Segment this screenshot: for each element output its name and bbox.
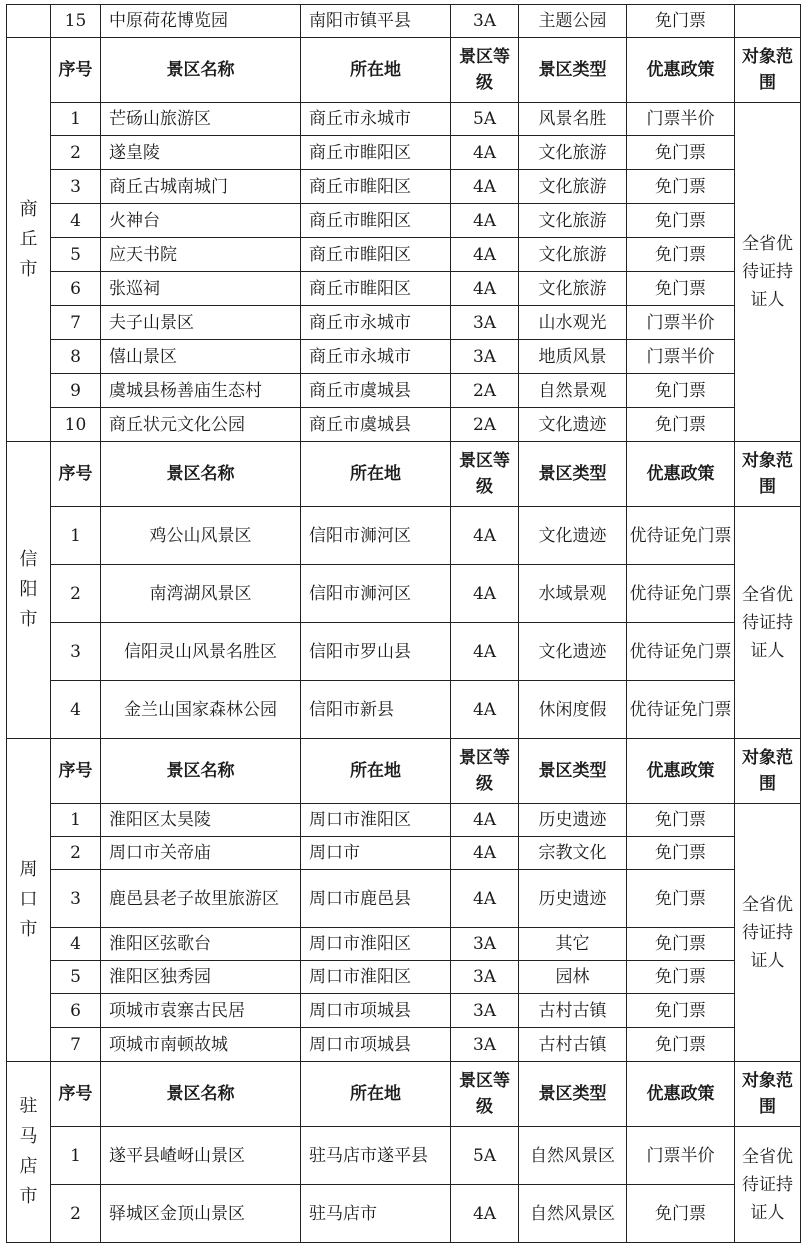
spot-policy: 免门票 [627,136,735,170]
spot-policy: 优待证免门票 [627,565,735,623]
row-number: 4 [51,681,101,739]
spot-name: 金兰山国家森林公园 [101,681,301,739]
table-row [7,681,801,739]
scenic-spot-table [6,4,801,1243]
header-location: 所在地 [301,1062,451,1127]
spot-name: 南湾湖风景区 [101,565,301,623]
spot-location: 商丘市永城市 [301,340,451,374]
row-number: 1 [51,507,101,565]
header-name: 景区名称 [101,38,301,103]
spot-level: 3A [451,340,519,374]
spot-level: 4A [451,1185,519,1243]
spot-type: 宗教文化 [519,837,627,870]
spot-location: 周口市淮阳区 [301,804,451,837]
scope-cell-empty [735,5,801,38]
header-location: 所在地 [301,442,451,507]
spot-policy: 免门票 [627,374,735,408]
table-row [7,961,801,994]
spot-level: 3A [451,994,519,1028]
row-number: 1 [51,804,101,837]
spot-policy: 优待证免门票 [627,681,735,739]
spot-name: 项城市南顿故城 [101,1028,301,1062]
spot-location: 商丘市虞城县 [301,374,451,408]
spot-name: 商丘古城南城门 [101,170,301,204]
spot-level: 4A [451,272,519,306]
row-number: 3 [51,623,101,681]
row-number: 1 [51,1127,101,1185]
spot-location: 商丘市永城市 [301,103,451,136]
spot-location: 商丘市虞城县 [301,408,451,442]
spot-level: 2A [451,374,519,408]
section-header-row [7,38,801,103]
row-number: 9 [51,374,101,408]
table-row [7,565,801,623]
spot-level: 4A [451,565,519,623]
spot-level: 3A [451,928,519,961]
spot-type: 自然景观 [519,374,627,408]
spot-location: 驻马店市遂平县 [301,1127,451,1185]
spot-name: 信阳灵山风景名胜区 [101,623,301,681]
spot-name: 驿城区金顶山景区 [101,1185,301,1243]
header-type: 景区类型 [519,442,627,507]
spot-name: 商丘状元文化公园 [101,408,301,442]
spot-name: 虞城县杨善庙生态村 [101,374,301,408]
spot-location: 周口市鹿邑县 [301,870,451,928]
table-row [7,837,801,870]
table-row [7,1127,801,1185]
row-number: 1 [51,103,101,136]
spot-location: 商丘市睢阳区 [301,204,451,238]
spot-type: 文化旅游 [519,136,627,170]
spot-location: 信阳市新县 [301,681,451,739]
header-no: 序号 [51,739,101,804]
header-scope: 对象范围 [735,1062,801,1127]
spot-location: 周口市 [301,837,451,870]
spot-policy: 免门票 [627,837,735,870]
spot-location: 周口市项城县 [301,1028,451,1062]
spot-policy: 门票半价 [627,103,735,136]
spot-level: 4A [451,870,519,928]
spot-level: 5A [451,103,519,136]
spot-location: 商丘市睢阳区 [301,136,451,170]
spot-policy: 免门票 [627,961,735,994]
row-number: 5 [51,238,101,272]
spot-name: 遂皇陵 [101,136,301,170]
city-cell [7,1062,51,1243]
spot-policy: 免门票 [627,1185,735,1243]
spot-policy: 免门票 [627,5,735,38]
spot-policy: 免门票 [627,238,735,272]
spot-type: 文化遗迹 [519,408,627,442]
spot-level: 5A [451,1127,519,1185]
spot-policy: 门票半价 [627,340,735,374]
spot-name: 鸡公山风景区 [101,507,301,565]
table-row [7,994,801,1028]
table-body [7,5,801,1243]
spot-level: 3A [451,961,519,994]
row-number: 2 [51,565,101,623]
section-header-row [7,1062,801,1127]
header-name: 景区名称 [101,442,301,507]
spot-policy: 免门票 [627,928,735,961]
spot-type: 其它 [519,928,627,961]
spot-name: 淮阳区独秀园 [101,961,301,994]
spot-policy: 免门票 [627,272,735,306]
city-cell [7,739,51,1062]
table-row [7,306,801,340]
spot-type: 文化遗迹 [519,507,627,565]
spot-type: 园林 [519,961,627,994]
spot-location: 信阳市罗山县 [301,623,451,681]
row-number: 4 [51,928,101,961]
spot-location: 周口市淮阳区 [301,961,451,994]
spot-name: 芒砀山旅游区 [101,103,301,136]
spot-type: 历史遗迹 [519,870,627,928]
header-location: 所在地 [301,38,451,103]
header-level: 景区等级 [451,38,519,103]
spot-name: 周口市关帝庙 [101,837,301,870]
header-name: 景区名称 [101,1062,301,1127]
city-name: 驻马店市 [19,1096,38,1207]
city-name: 商丘市 [19,198,38,280]
spot-policy: 免门票 [627,170,735,204]
spot-type: 水域景观 [519,565,627,623]
header-level: 景区等级 [451,442,519,507]
spot-location: 周口市淮阳区 [301,928,451,961]
table-row [7,136,801,170]
row-number: 2 [51,136,101,170]
city-cell [7,38,51,442]
table-row [7,1185,801,1243]
section-header-row [7,739,801,804]
spot-name: 僖山景区 [101,340,301,374]
spot-level: 4A [451,204,519,238]
header-level: 景区等级 [451,739,519,804]
table-row [7,170,801,204]
spot-level: 2A [451,408,519,442]
spot-type: 主题公园 [519,5,627,38]
row-number: 6 [51,272,101,306]
spot-type: 文化旅游 [519,272,627,306]
header-no: 序号 [51,38,101,103]
table-row [7,507,801,565]
spot-policy: 免门票 [627,994,735,1028]
spot-type: 文化旅游 [519,204,627,238]
table-row-nanyang-15 [7,5,801,38]
header-location: 所在地 [301,739,451,804]
scope-cell: 全省优待证持证人 [735,1127,801,1243]
spot-name: 张巡祠 [101,272,301,306]
spot-location: 商丘市睢阳区 [301,238,451,272]
header-type: 景区类型 [519,1062,627,1127]
row-number: 10 [51,408,101,442]
header-policy: 优惠政策 [627,442,735,507]
header-type: 景区类型 [519,38,627,103]
scope-cell: 全省优待证持证人 [735,804,801,1062]
table-row [7,374,801,408]
spot-name: 遂平县嵖岈山景区 [101,1127,301,1185]
spot-policy: 免门票 [627,804,735,837]
spot-location: 信阳市浉河区 [301,565,451,623]
header-scope: 对象范围 [735,38,801,103]
spot-level: 3A [451,1028,519,1062]
spot-level: 4A [451,623,519,681]
header-type: 景区类型 [519,739,627,804]
scope-cell: 全省优待证持证人 [735,507,801,739]
scope-cell: 全省优待证持证人 [735,103,801,442]
spot-level: 3A [451,306,519,340]
header-no: 序号 [51,1062,101,1127]
spot-level: 4A [451,170,519,204]
city-cell-empty [7,5,51,38]
spot-name: 鹿邑县老子故里旅游区 [101,870,301,928]
spot-level: 4A [451,837,519,870]
row-number: 2 [51,837,101,870]
spot-level: 4A [451,804,519,837]
city-name: 周口市 [19,859,38,940]
spot-type: 地质风景 [519,340,627,374]
spot-policy: 门票半价 [627,1127,735,1185]
section-header-row [7,442,801,507]
spot-name: 火神台 [101,204,301,238]
table-row [7,623,801,681]
row-number: 5 [51,961,101,994]
spot-type: 自然风景区 [519,1127,627,1185]
spot-location: 南阳市镇平县 [301,5,451,38]
spot-policy: 免门票 [627,408,735,442]
spot-policy: 优待证免门票 [627,507,735,565]
spot-name: 夫子山景区 [101,306,301,340]
spot-type: 休闲度假 [519,681,627,739]
spot-policy: 免门票 [627,1028,735,1062]
spot-name: 淮阳区弦歌台 [101,928,301,961]
spot-type: 文化遗迹 [519,623,627,681]
table-row [7,103,801,136]
header-name: 景区名称 [101,739,301,804]
city-name: 信阳市 [19,549,38,630]
spot-location: 商丘市永城市 [301,306,451,340]
spot-policy: 免门票 [627,204,735,238]
spot-type: 自然风景区 [519,1185,627,1243]
table-row [7,928,801,961]
table-row [7,340,801,374]
spot-location: 周口市项城县 [301,994,451,1028]
header-level: 景区等级 [451,1062,519,1127]
header-policy: 优惠政策 [627,38,735,103]
spot-type: 古村古镇 [519,1028,627,1062]
row-number: 15 [51,5,101,38]
spot-policy: 免门票 [627,870,735,928]
spot-type: 山水观光 [519,306,627,340]
row-number: 7 [51,1028,101,1062]
spot-policy: 优待证免门票 [627,623,735,681]
row-number: 7 [51,306,101,340]
header-scope: 对象范围 [735,739,801,804]
header-scope: 对象范围 [735,442,801,507]
spot-type: 文化旅游 [519,170,627,204]
header-no: 序号 [51,442,101,507]
row-number: 3 [51,170,101,204]
header-policy: 优惠政策 [627,739,735,804]
table-row [7,870,801,928]
row-number: 4 [51,204,101,238]
document-page [6,4,800,1243]
spot-type: 古村古镇 [519,994,627,1028]
spot-level: 4A [451,136,519,170]
table-row [7,272,801,306]
spot-type: 风景名胜 [519,103,627,136]
spot-location: 信阳市浉河区 [301,507,451,565]
spot-type: 历史遗迹 [519,804,627,837]
row-number: 3 [51,870,101,928]
header-policy: 优惠政策 [627,1062,735,1127]
spot-name: 淮阳区太昊陵 [101,804,301,837]
table-row [7,408,801,442]
spot-name: 中原荷花博览园 [101,5,301,38]
city-cell [7,442,51,739]
table-row [7,1028,801,1062]
spot-level: 3A [451,5,519,38]
spot-policy: 门票半价 [627,306,735,340]
spot-type: 文化旅游 [519,238,627,272]
row-number: 2 [51,1185,101,1243]
table-row [7,204,801,238]
row-number: 8 [51,340,101,374]
spot-level: 4A [451,238,519,272]
spot-location: 商丘市睢阳区 [301,272,451,306]
spot-level: 4A [451,681,519,739]
table-row [7,804,801,837]
spot-name: 项城市袁寨古民居 [101,994,301,1028]
spot-location: 驻马店市 [301,1185,451,1243]
spot-name: 应天书院 [101,238,301,272]
spot-location: 商丘市睢阳区 [301,170,451,204]
row-number: 6 [51,994,101,1028]
table-row [7,238,801,272]
spot-level: 4A [451,507,519,565]
